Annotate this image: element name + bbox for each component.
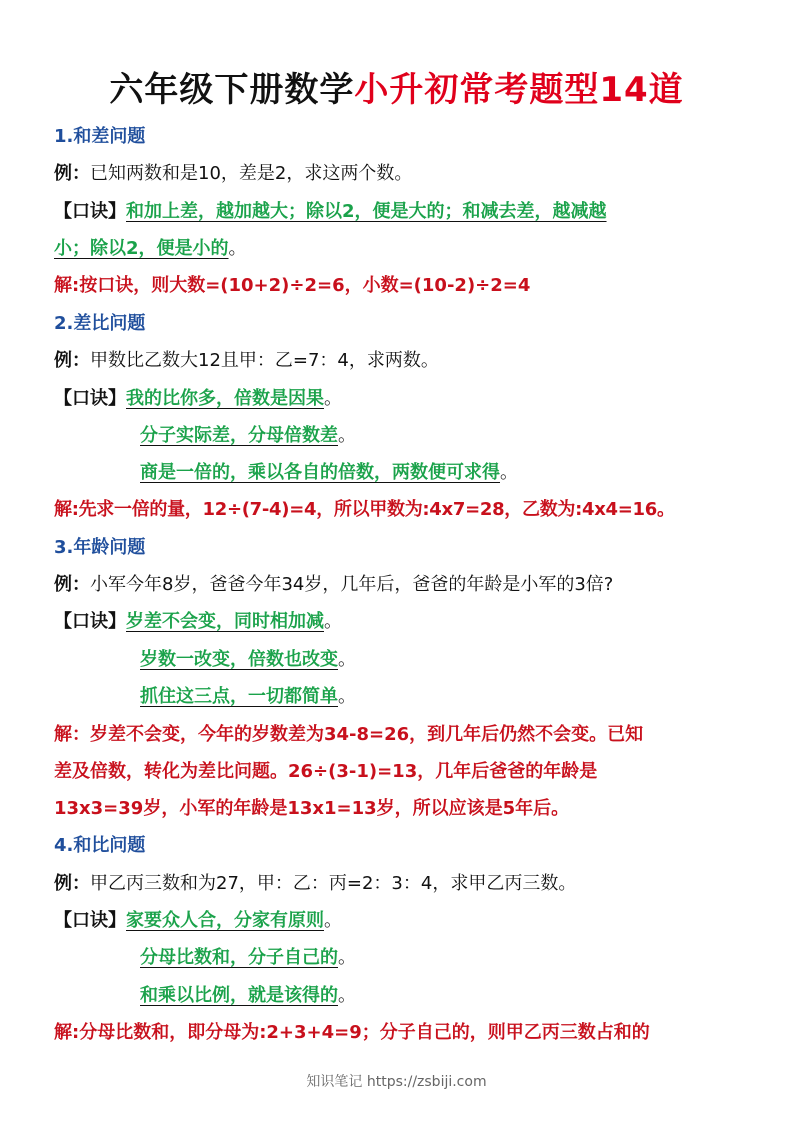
title-part-black: 六年级下册数学: [109, 70, 355, 110]
example-2: [54, 348, 439, 374]
mnemonic-label: 【口诀】: [54, 910, 126, 931]
answer-3-line-1: 解：岁差不会变，今年的岁数差为34-8=26，到几年后仍然不会变。已知: [54, 724, 644, 745]
example-text: 小军今年8岁，爸爸今年34岁，几年后，爸爸的年龄是小军的3倍?: [90, 574, 614, 595]
section-heading-3: 3.年龄问题: [54, 537, 146, 558]
mnemonic-1-line-1: [54, 199, 607, 225]
mnemonic-end: 。: [324, 910, 342, 931]
mnemonic-end: 。: [338, 985, 356, 1006]
section-heading-1: 1.和差问题: [54, 126, 146, 147]
mnemonic-3-line-3: [140, 684, 356, 710]
example-label: 例：: [54, 574, 90, 595]
mnemonic-end: 。: [500, 462, 518, 483]
answer-1: 解:按口诀，则大数=(10+2)÷2=6，小数=(10-2)÷2=4: [54, 275, 531, 296]
mnemonic-end: 。: [228, 238, 247, 259]
mnemonic-text: 和乘以比例，就是该得的: [140, 985, 338, 1006]
example-text: 甲乙丙三数和为27，甲：乙：丙=2：3：4，求甲乙丙三数。: [90, 873, 577, 894]
mnemonic-end: 。: [324, 611, 342, 632]
mnemonic-2-line-2: [140, 423, 356, 449]
footer-watermark: 知识笔记 https://zsbiji.com: [306, 1074, 487, 1090]
mnemonic-label: 【口诀】: [54, 201, 126, 222]
mnemonic-4-line-3: [140, 983, 356, 1009]
mnemonic-4-line-2: [140, 945, 356, 971]
title-part-red: 小升初常考题型14道: [354, 70, 684, 110]
mnemonic-end: 。: [338, 649, 356, 670]
answer-3-line-3: 13x3=39岁，小军的年龄是13x1=13岁，所以应该是5年后。: [54, 798, 570, 819]
mnemonic-label: 【口诀】: [54, 611, 126, 632]
mnemonic-end: 。: [338, 425, 356, 446]
mnemonic-3-line-2: [140, 647, 356, 673]
mnemonic-text: 我的比你多，倍数是因果: [126, 388, 324, 409]
example-label: 例：: [54, 163, 90, 184]
answer-3-line-2: 差及倍数，转化为差比问题。26÷(3-1)=13，几年后爸爸的年龄是: [54, 761, 598, 782]
mnemonic-text: 家要众人合，分家有原则: [126, 910, 324, 931]
example-4: [54, 871, 576, 897]
mnemonic-label: 【口诀】: [54, 388, 126, 409]
mnemonic-text: 抓住这三点，一切都简单: [140, 686, 338, 707]
mnemonic-4-line-1: [54, 908, 342, 934]
example-text: 已知两数和是10，差是2，求这两个数。: [90, 163, 413, 184]
mnemonic-end: 。: [338, 947, 356, 968]
example-label: 例：: [54, 350, 90, 371]
example-text: 甲数比乙数大12且甲：乙=7：4，求两数。: [90, 350, 439, 371]
mnemonic-end: 。: [324, 388, 342, 409]
section-heading-2: 2.差比问题: [54, 313, 146, 334]
mnemonic-text: 和加上差，越加越大；除以2，便是大的；和减去差，越减越: [126, 201, 607, 222]
mnemonic-end: 。: [338, 686, 356, 707]
mnemonic-2-line-1: [54, 386, 342, 412]
mnemonic-text: 商是一倍的，乘以各自的倍数，两数便可求得: [140, 462, 500, 483]
example-1: [54, 161, 412, 187]
mnemonic-text: 岁数一改变，倍数也改变: [140, 649, 338, 670]
mnemonic-2-line-3: [140, 460, 518, 486]
mnemonic-text: 分子实际差，分母倍数差: [140, 425, 338, 446]
example-3: [54, 572, 613, 598]
mnemonic-3-line-1: [54, 609, 342, 635]
mnemonic-text: 岁差不会变，同时相加减: [126, 611, 324, 632]
page-title: [0, 62, 793, 111]
answer-2: 解:先求一倍的量，12÷(7-4)=4，所以甲数为:4x7=28，乙数为:4x4=16。: [54, 499, 675, 520]
mnemonic-text: 分母比数和，分子自己的: [140, 947, 338, 968]
example-label: 例：: [54, 873, 90, 894]
mnemonic-text: 小；除以2，便是小的: [54, 238, 229, 259]
answer-4: 解:分母比数和，即分母为:2+3+4=9；分子自己的，则甲乙丙三数占和的: [54, 1022, 650, 1043]
section-heading-4: 4.和比问题: [54, 835, 146, 856]
mnemonic-1-line-2: [54, 236, 247, 262]
